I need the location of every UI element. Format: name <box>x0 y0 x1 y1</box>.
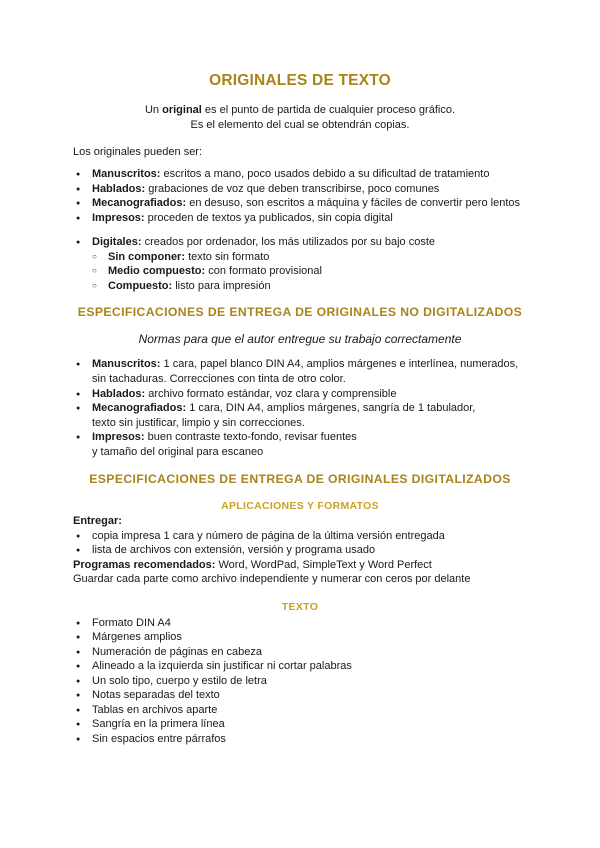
list-item: ●Impresos: proceden de textos ya publicados, sin copia digital <box>76 212 393 224</box>
intro-line-1: Un original es el punto de partida de cualquier proceso gráfico. <box>144 104 456 116</box>
list-item: ●Sin espacios entre párrafos <box>76 733 226 745</box>
page-title: ORIGINALES DE TEXTO <box>209 72 391 89</box>
list-item: ●lista de archivos con extensión, versión y programa usado <box>76 544 375 556</box>
list-item: ●Márgenes amplios <box>76 631 182 643</box>
bullet-icon <box>76 631 92 643</box>
section-heading-non-digital: ESPECIFICACIONES DE ENTREGA DE ORIGINALES NO DIGITALIZADOS <box>77 305 523 319</box>
circle-bullet-icon <box>92 280 108 292</box>
types-lead: Los originales pueden ser: <box>73 146 203 158</box>
intro-bold-term: original <box>162 104 202 116</box>
list-item-continuation: sin tachaduras. Correcciones con tinta de otro color. <box>92 373 346 385</box>
bullet-icon <box>76 197 92 209</box>
circle-bullet-icon <box>92 251 108 263</box>
bullet-icon <box>76 675 92 687</box>
list-item: ●Hablados: grabaciones de voz que deben transcribirse, poco comunes <box>76 183 439 195</box>
bullet-icon <box>76 168 92 180</box>
list-item: ●Hablados: archivo formato estándar, voz clara y comprensible <box>76 388 396 400</box>
subheading-text: TEXTO <box>281 601 319 613</box>
bullet-icon <box>76 236 92 248</box>
list-item: ●Formato DIN A4 <box>76 617 171 629</box>
list-item-continuation: y tamaño del original para escaneo <box>92 446 264 458</box>
list-item-continuation: texto sin justificar, limpio y sin correcciones. <box>92 417 305 429</box>
sub-list-item: ○Sin componer: texto sin formato <box>92 251 269 263</box>
intro-line-2: Es el elemento del cual se obtendrán copias. <box>190 119 410 131</box>
deliver-label: Entregar: <box>73 515 122 527</box>
circle-bullet-icon <box>92 265 108 277</box>
bullet-icon <box>76 617 92 629</box>
list-item: ●Numeración de páginas en cabeza <box>76 646 262 658</box>
list-item: ●Mecanografiados: 1 cara, DIN A4, amplios márgenes, sangría de 1 tabulador, <box>76 402 475 414</box>
bullet-icon <box>76 183 92 195</box>
bullet-icon <box>76 718 92 730</box>
sub-list-item: ○Compuesto: listo para impresión <box>92 280 271 292</box>
bullet-icon <box>76 704 92 716</box>
list-item: ●Tablas en archivos aparte <box>76 704 217 716</box>
list-item: ●Manuscritos: escritos a mano, poco usados debido a su dificultad de tratamiento <box>76 168 489 180</box>
bullet-icon <box>76 544 92 556</box>
list-item: ●Impresos: buen contraste texto-fondo, revisar fuentes <box>76 431 357 443</box>
bullet-icon <box>76 402 92 414</box>
bullet-icon <box>76 660 92 672</box>
bullet-icon <box>76 689 92 701</box>
list-item: ●Manuscritos: 1 cara, papel blanco DIN A4, amplios márgenes e interlínea, numerados, <box>76 358 518 370</box>
bullet-icon <box>76 733 92 745</box>
bullet-icon <box>76 530 92 542</box>
save-note: Guardar cada parte como archivo independiente y numerar con ceros por delante <box>73 573 471 585</box>
section-subtitle: Normas para que el autor entregue su trabajo correctamente <box>138 332 462 346</box>
list-item-digital: ●Digitales: creados por ordenador, los más utilizados por su bajo coste <box>76 236 435 248</box>
list-item: ●Alineado a la izquierda sin justificar ni cortar palabras <box>76 660 352 672</box>
list-item: ●copia impresa 1 cara y número de página de la última versión entregada <box>76 530 445 542</box>
list-item: ●Sangría en la primera línea <box>76 718 225 730</box>
programs-line: Programas recomendados: Word, WordPad, SimpleText y Word Perfect <box>73 559 432 571</box>
bullet-icon <box>76 212 92 224</box>
list-item: ●Un solo tipo, cuerpo y estilo de letra <box>76 675 267 687</box>
bullet-icon <box>76 388 92 400</box>
bullet-icon <box>76 431 92 443</box>
sub-list-item: ○Medio compuesto: con formato provisional <box>92 265 322 277</box>
bullet-icon <box>76 358 92 370</box>
list-item: ●Notas separadas del texto <box>76 689 220 701</box>
list-item: ●Mecanografiados: en desuso, son escritos a máquina y fáciles de convertir pero lentos <box>76 197 520 209</box>
section-heading-digital: ESPECIFICACIONES DE ENTREGA DE ORIGINALES DIGITALIZADOS <box>89 472 511 486</box>
subheading-apps-formats: APLICACIONES Y FORMATOS <box>221 500 379 512</box>
bullet-icon <box>76 646 92 658</box>
